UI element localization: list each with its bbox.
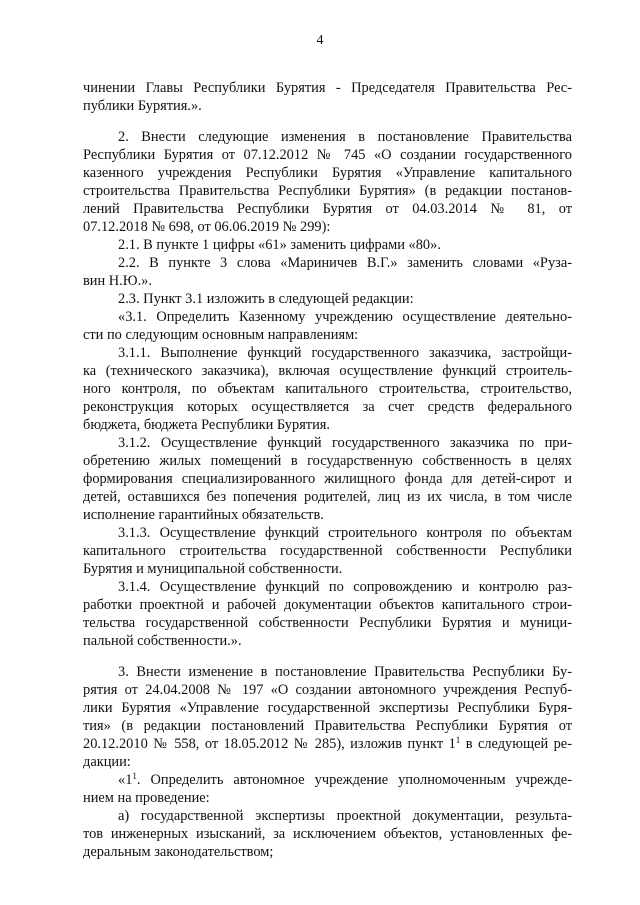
text-line: вин Н.Ю.». [83, 273, 152, 289]
text-line: тия» (в редакции постановлений Правительства Республики Бурятия от [83, 718, 572, 734]
text-line: деральным законодательством; [83, 844, 274, 860]
text-line: Республики Бурятия от 07.12.2012 № 745 «О создании государственного [83, 147, 572, 163]
text-line: 3.1.4. Осуществление функций по сопровождению и контролю раз- [118, 579, 572, 595]
text-line: сти по следующим основным направлениям: [83, 327, 359, 343]
text-line: 2.1. В пункте 1 цифры «61» заменить цифрами «80». [118, 237, 441, 253]
text-line: 07.12.2018 № 698, от 06.06.2019 № 299): [83, 219, 331, 235]
text-line: «3.1. Определить Казенному учреждению осуществление деятельно- [118, 309, 572, 325]
text-line: формирования специализированного жилищного фонда для детей-сирот и [83, 471, 572, 487]
text-line-part: 20.12.2010 № 558, от 18.05.2012 № 285), изложив пункт 1 [83, 736, 456, 752]
text-line: обретению жилых помещений в государственную собственность в целях [83, 453, 572, 469]
text-line: 2.2. В пункте 3 слова «Мариничев В.Г.» заменить словами «Руза- [118, 255, 572, 271]
text-line: казенного учреждения Республики Бурятия «Управление капитального [83, 165, 572, 181]
text-line: лений Правительства Республики Бурятия от 04.03.2014 № 81, от [83, 201, 572, 217]
text-line: 2.3. Пункт 3.1 изложить в следующей редакции: [118, 291, 414, 307]
text-line: дакции: [83, 754, 131, 770]
text-line: 3.1.2. Осуществление функций государственного заказчика по при- [118, 435, 572, 451]
text-line: капитального строительства государственной собственности Республики [83, 543, 572, 559]
text-line: исполнение гарантийных обязательств. [83, 507, 324, 523]
text-line: лики Бурятия «Управление государственной экспертизы Республики Буря- [83, 700, 572, 716]
text-line: тельства государственной собственности Республики Бурятия и муници- [83, 615, 572, 631]
text-line: 3. Внести изменение в постановление Правительства Республики Бу- [118, 664, 572, 680]
text-line: 3.1.3. Осуществление функций строительного контроля по объектам [118, 525, 572, 541]
text-line: 3.1.1. Выполнение функций государственного заказчика, застройщи- [118, 345, 572, 361]
superscript: 1 [455, 735, 461, 745]
text-line: нием на проведение: [83, 790, 210, 806]
text-line: ного контроля, по объектам капитального строительства, строительство, [83, 381, 572, 397]
text-line: строительства Правительства Республики Бурятия» (в редакции постанов- [83, 183, 572, 199]
text-line-part: «1 [118, 772, 133, 788]
text-line: тов инженерных изысканий, за исключением объектов, установленных фе- [83, 826, 572, 842]
text-line: пальной собственности.». [83, 633, 242, 649]
text-line-part: в следующей ре- [465, 736, 572, 752]
text-line: реконструкция которых осуществляется за счет средств федерального [83, 399, 572, 415]
text-line [118, 771, 572, 789]
text-line-part: . Определить автономное учреждение уполномоченным учрежде- [136, 772, 572, 788]
text-line: публики Бурятия.». [83, 98, 202, 114]
text-line: а) государственной экспертизы проектной документации, результа- [118, 808, 572, 824]
text-line: рятия от 24.04.2008 № 197 «О создании автономного учреждения Респуб- [83, 682, 572, 698]
text-line [83, 735, 572, 753]
text-line: 2. Внести следующие изменения в постановление Правительства [118, 129, 572, 145]
text-line: чинении Главы Республики Бурятия - Председателя Правительства Рес- [83, 80, 572, 96]
text-line: детей, оставшихся без попечения родителей, лиц из их числа, в том числе [83, 489, 572, 505]
text-line: работки проектной и рабочей документации объектов капитального строи- [83, 597, 572, 613]
text-line: бюджета, бюджета Республики Бурятия. [83, 417, 331, 433]
text-line: Бурятия и муниципальной собственности. [83, 561, 343, 577]
text-line: ка (технического заказчика), включая осуществление функций строитель- [83, 363, 572, 379]
page-number: 4 [316, 33, 324, 48]
superscript: 1 [132, 771, 137, 781]
